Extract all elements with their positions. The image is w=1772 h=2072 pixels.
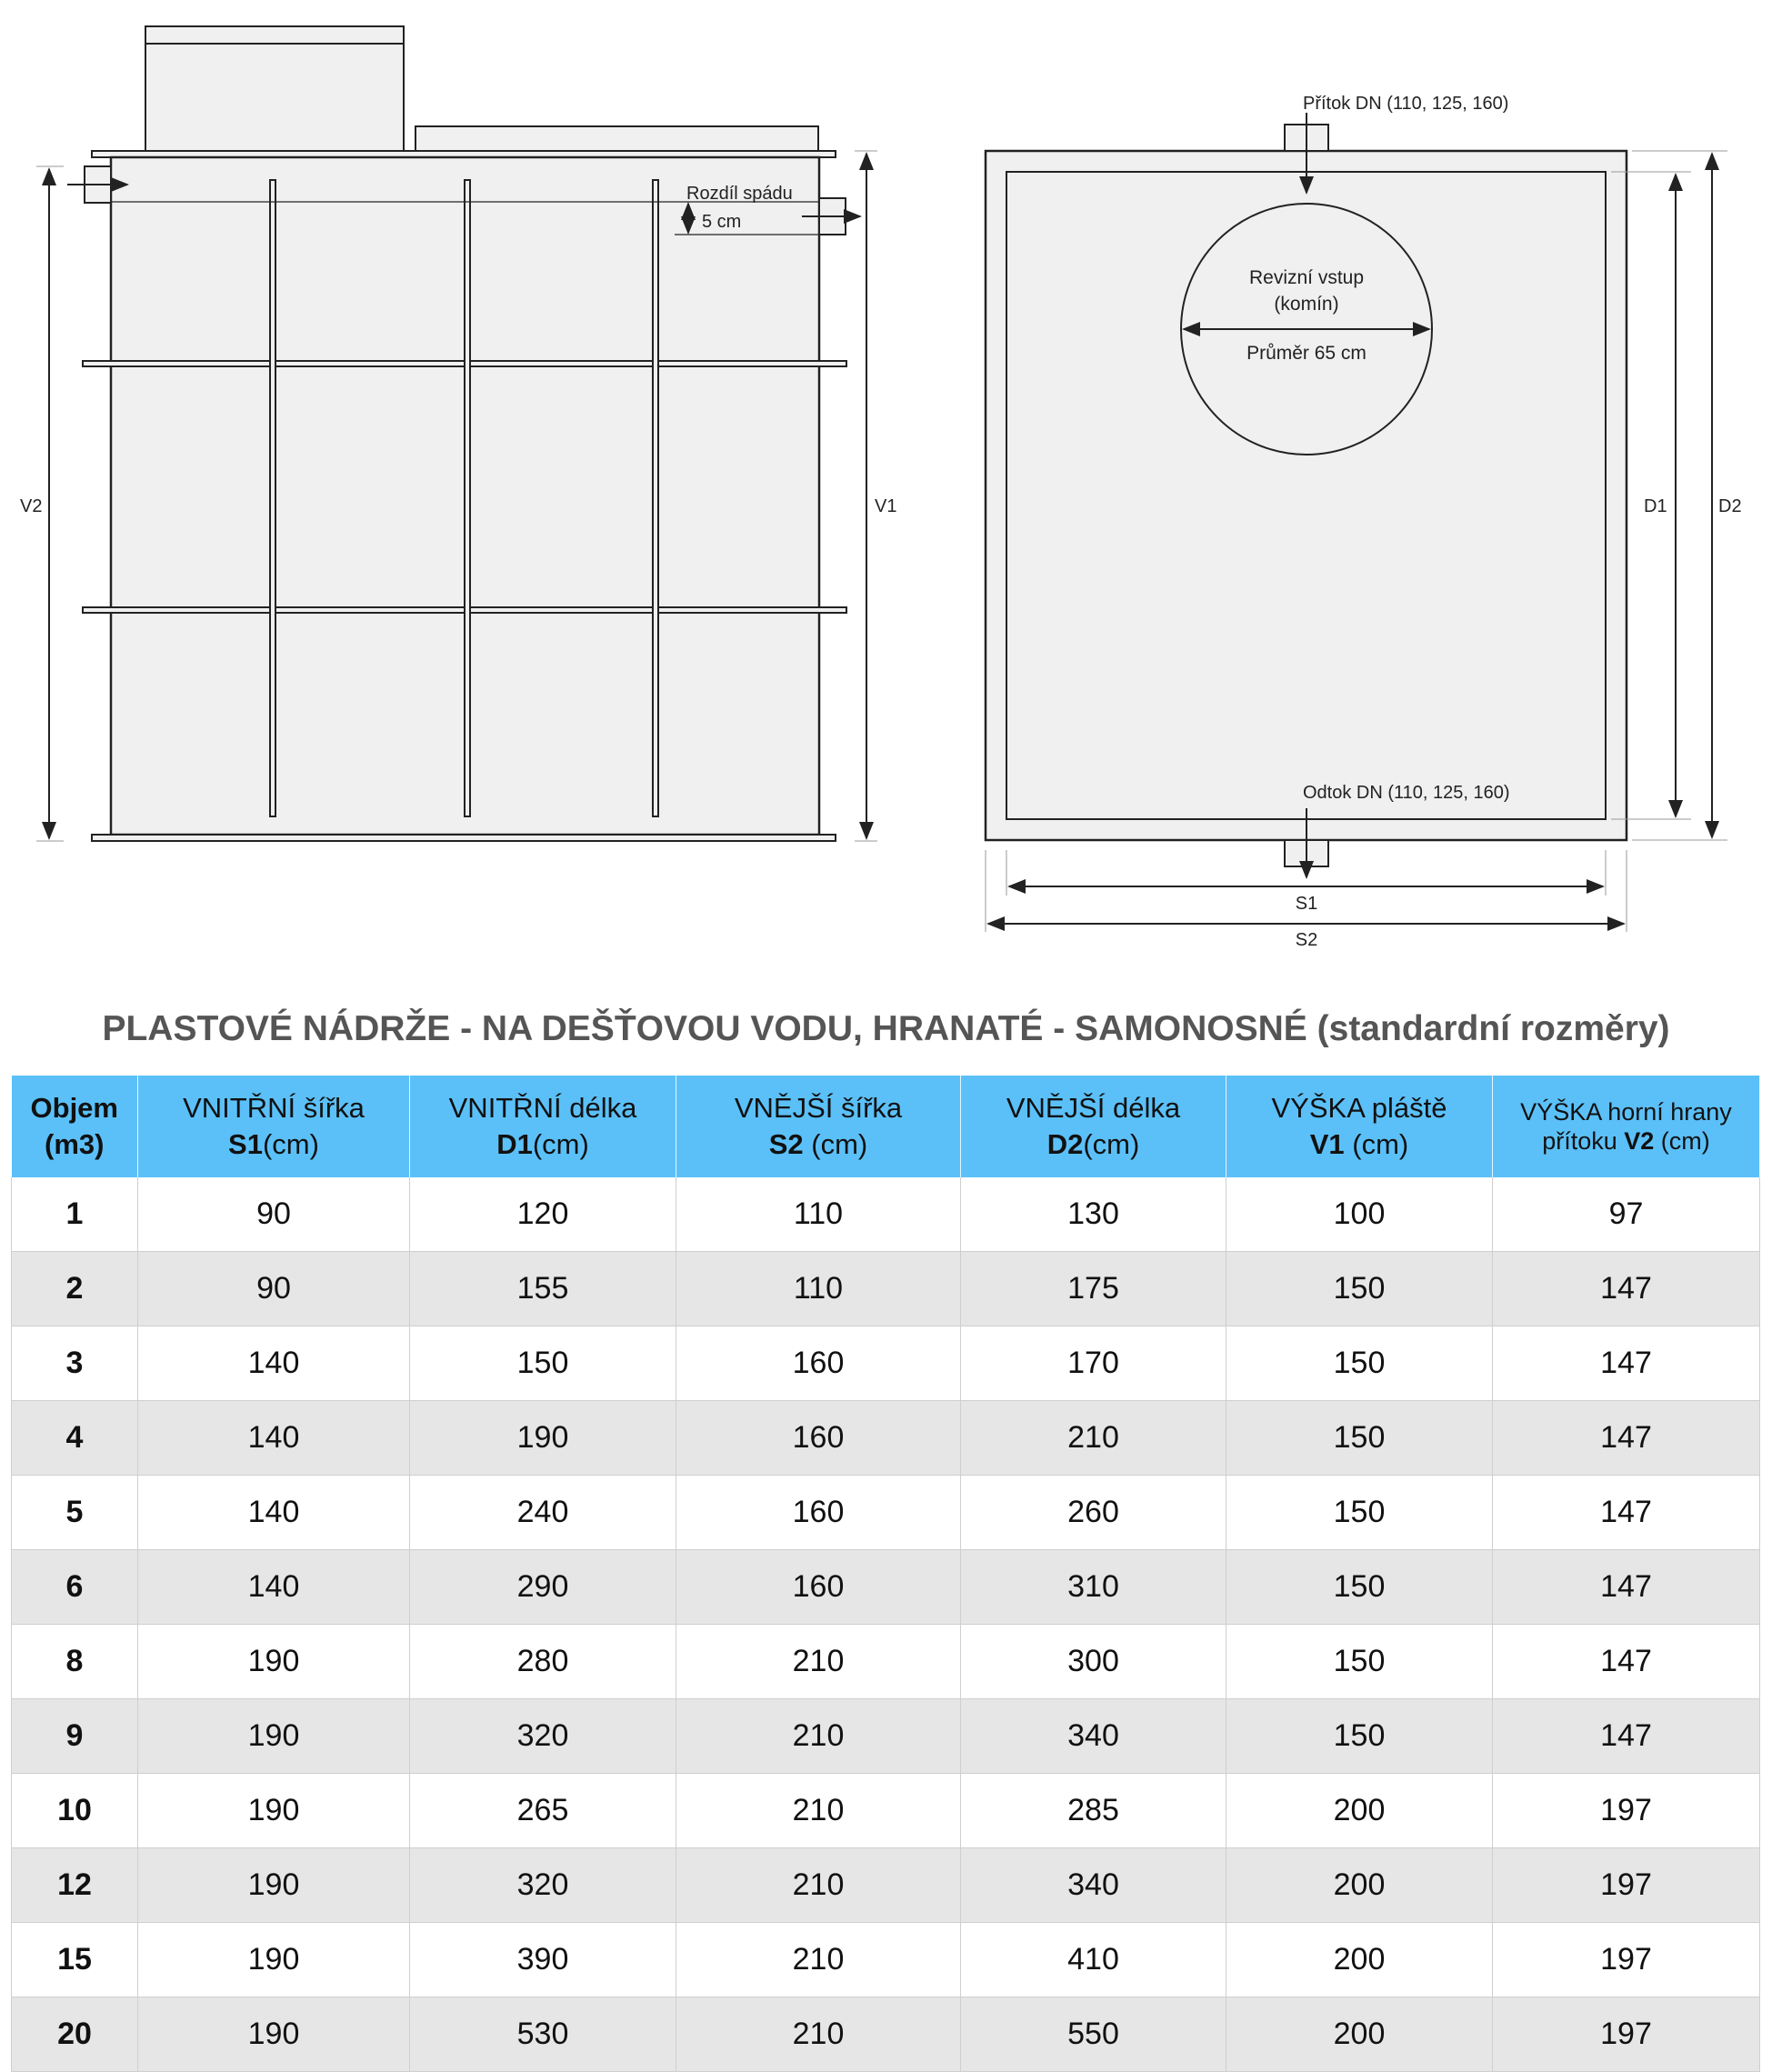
cell-inner-width: 140: [138, 1550, 410, 1625]
cell-shell-height: 150: [1226, 1476, 1493, 1550]
cell-outer-width: 210: [676, 1699, 961, 1774]
cell-volume: 12: [12, 1848, 138, 1923]
top-view: [986, 94, 1742, 950]
cell-outer-width: 210: [676, 1848, 961, 1923]
cell-volume: 1: [12, 1177, 138, 1252]
cell-volume: 6: [12, 1550, 138, 1625]
cell-shell-height: 100: [1226, 1177, 1493, 1252]
cell-outer-width: 160: [676, 1401, 961, 1476]
cell-volume: 2: [12, 1252, 138, 1326]
dimensions-table: [11, 1076, 1760, 2072]
cell-outer-length: 260: [961, 1476, 1226, 1550]
cell-inner-length: 320: [410, 1699, 676, 1774]
cell-inflow-height: 97: [1493, 1177, 1760, 1252]
cell-outer-width: 210: [676, 1625, 961, 1699]
dimension-label-d2: D2: [1718, 496, 1742, 516]
table-title-main: PLASTOVÉ NÁDRŽE - NA DEŠŤOVOU VODU, HRANATÉ - SAMONOSNÉ: [102, 1009, 1307, 1048]
cell-volume: 3: [12, 1326, 138, 1401]
cell-shell-height: 200: [1226, 1774, 1493, 1848]
tank-chimney: [145, 26, 404, 151]
rib-vertical: [270, 180, 275, 816]
table-row: [12, 1923, 1760, 1997]
table-row: [12, 1774, 1760, 1848]
header-shell-height: VÝŠKA pláště V1 (cm): [1226, 1076, 1493, 1177]
table-row: [12, 1625, 1760, 1699]
tank-drawing: [0, 0, 1772, 964]
cell-inflow-height: 147: [1493, 1252, 1760, 1326]
cell-outer-length: 130: [961, 1177, 1226, 1252]
dimension-label-v1: V1: [875, 496, 897, 516]
cell-inflow-height: 147: [1493, 1326, 1760, 1401]
cell-shell-height: 150: [1226, 1252, 1493, 1326]
cell-shell-height: 150: [1226, 1326, 1493, 1401]
table-row: [12, 1476, 1760, 1550]
table-title-suffix: (standardní rozměry): [1316, 1009, 1670, 1048]
cell-inner-length: 120: [410, 1177, 676, 1252]
cell-shell-height: 200: [1226, 1997, 1493, 2072]
inflow-label: Přítok DN (110, 125, 160): [1303, 94, 1509, 114]
cell-outer-width: 210: [676, 1997, 961, 2072]
dimension-label-s1: S1: [1295, 894, 1318, 914]
cell-inner-length: 190: [410, 1401, 676, 1476]
cell-outer-width: 110: [676, 1252, 961, 1326]
dimension-label-v2: V2: [20, 496, 43, 516]
header-inflow-height: VÝŠKA horní hrany přítoku V2 (cm): [1493, 1076, 1760, 1177]
tank-top-lid: [415, 126, 818, 151]
table-row: [12, 1177, 1760, 1252]
cell-outer-length: 210: [961, 1401, 1226, 1476]
cell-shell-height: 200: [1226, 1923, 1493, 1997]
cell-inflow-height: 147: [1493, 1550, 1760, 1625]
cell-inner-length: 280: [410, 1625, 676, 1699]
cell-outer-width: 160: [676, 1326, 961, 1401]
cell-inner-width: 190: [138, 1625, 410, 1699]
header-volume: Objem (m3): [12, 1076, 138, 1177]
dimension-label-s2: S2: [1295, 930, 1318, 950]
cell-outer-length: 170: [961, 1326, 1226, 1401]
cell-outer-length: 310: [961, 1550, 1226, 1625]
cell-volume: 8: [12, 1625, 138, 1699]
cell-inner-width: 90: [138, 1252, 410, 1326]
cell-shell-height: 200: [1226, 1848, 1493, 1923]
side-view: [20, 26, 896, 841]
cell-inflow-height: 197: [1493, 1923, 1760, 1997]
cell-outer-length: 175: [961, 1252, 1226, 1326]
table-row: [12, 1401, 1760, 1476]
cell-inner-length: 390: [410, 1923, 676, 1997]
cell-inflow-height: 147: [1493, 1699, 1760, 1774]
cell-outer-width: 160: [676, 1476, 961, 1550]
cell-inner-length: 530: [410, 1997, 676, 2072]
table-row: [12, 1997, 1760, 2072]
cell-volume: 9: [12, 1699, 138, 1774]
cell-volume: 20: [12, 1997, 138, 2072]
cell-volume: 15: [12, 1923, 138, 1997]
cell-inner-length: 150: [410, 1326, 676, 1401]
cell-outer-width: 210: [676, 1923, 961, 1997]
manhole-sublabel: (komín): [1274, 294, 1339, 315]
cell-volume: 10: [12, 1774, 138, 1848]
dimension-label-d1: D1: [1644, 496, 1667, 516]
drop-value: 5 cm: [702, 212, 742, 232]
cell-inner-width: 190: [138, 1774, 410, 1848]
cell-inflow-height: 147: [1493, 1401, 1760, 1476]
cell-inner-length: 240: [410, 1476, 676, 1550]
table-row: [12, 1252, 1760, 1326]
cell-inflow-height: 197: [1493, 1774, 1760, 1848]
table-row: [12, 1326, 1760, 1401]
cell-inflow-height: 147: [1493, 1625, 1760, 1699]
header-outer-length: VNĚJŠÍ délka D2(cm): [961, 1076, 1226, 1177]
cell-inner-width: 140: [138, 1401, 410, 1476]
cell-inner-length: 320: [410, 1848, 676, 1923]
cell-inner-width: 190: [138, 1848, 410, 1923]
cell-inflow-height: 197: [1493, 1997, 1760, 2072]
manhole-label: Revizní vstup: [1248, 267, 1365, 288]
cell-outer-length: 340: [961, 1848, 1226, 1923]
manhole-diameter-label: Průměr 65 cm: [1246, 343, 1367, 364]
table-title: [0, 1009, 1772, 1049]
cell-inflow-height: 147: [1493, 1476, 1760, 1550]
cell-inner-width: 140: [138, 1476, 410, 1550]
table-row: [12, 1550, 1760, 1625]
cell-shell-height: 150: [1226, 1699, 1493, 1774]
cell-shell-height: 150: [1226, 1550, 1493, 1625]
table-row: [12, 1848, 1760, 1923]
drop-label: Rozdíl spádu: [686, 184, 793, 204]
cell-volume: 4: [12, 1401, 138, 1476]
cell-inner-length: 290: [410, 1550, 676, 1625]
table-row: [12, 1699, 1760, 1774]
cell-inner-width: 190: [138, 1923, 410, 1997]
cell-outer-length: 300: [961, 1625, 1226, 1699]
outflow-label: Odtok DN (110, 125, 160): [1303, 783, 1510, 803]
cell-inner-width: 140: [138, 1326, 410, 1401]
cell-shell-height: 150: [1226, 1401, 1493, 1476]
cell-volume: 5: [12, 1476, 138, 1550]
cell-shell-height: 150: [1226, 1625, 1493, 1699]
cell-outer-width: 110: [676, 1177, 961, 1252]
cell-outer-length: 550: [961, 1997, 1226, 2072]
table-header-row: [12, 1076, 1760, 1177]
cell-outer-length: 410: [961, 1923, 1226, 1997]
rib-vertical: [653, 180, 658, 816]
header-outer-width: VNĚJŠÍ šířka S2 (cm): [676, 1076, 961, 1177]
cell-inner-width: 190: [138, 1997, 410, 2072]
tank-bottom-flange: [92, 835, 836, 841]
cell-outer-width: 160: [676, 1550, 961, 1625]
cell-inner-width: 190: [138, 1699, 410, 1774]
header-inner-width: VNITŘNÍ šířka S1(cm): [138, 1076, 410, 1177]
cell-outer-length: 340: [961, 1699, 1226, 1774]
cell-inner-length: 155: [410, 1252, 676, 1326]
cell-inner-width: 90: [138, 1177, 410, 1252]
rib-vertical: [465, 180, 470, 816]
cell-outer-width: 210: [676, 1774, 961, 1848]
cell-inflow-height: 197: [1493, 1848, 1760, 1923]
cell-outer-length: 285: [961, 1774, 1226, 1848]
header-inner-length: VNITŘNÍ délka D1(cm): [410, 1076, 676, 1177]
cell-inner-length: 265: [410, 1774, 676, 1848]
